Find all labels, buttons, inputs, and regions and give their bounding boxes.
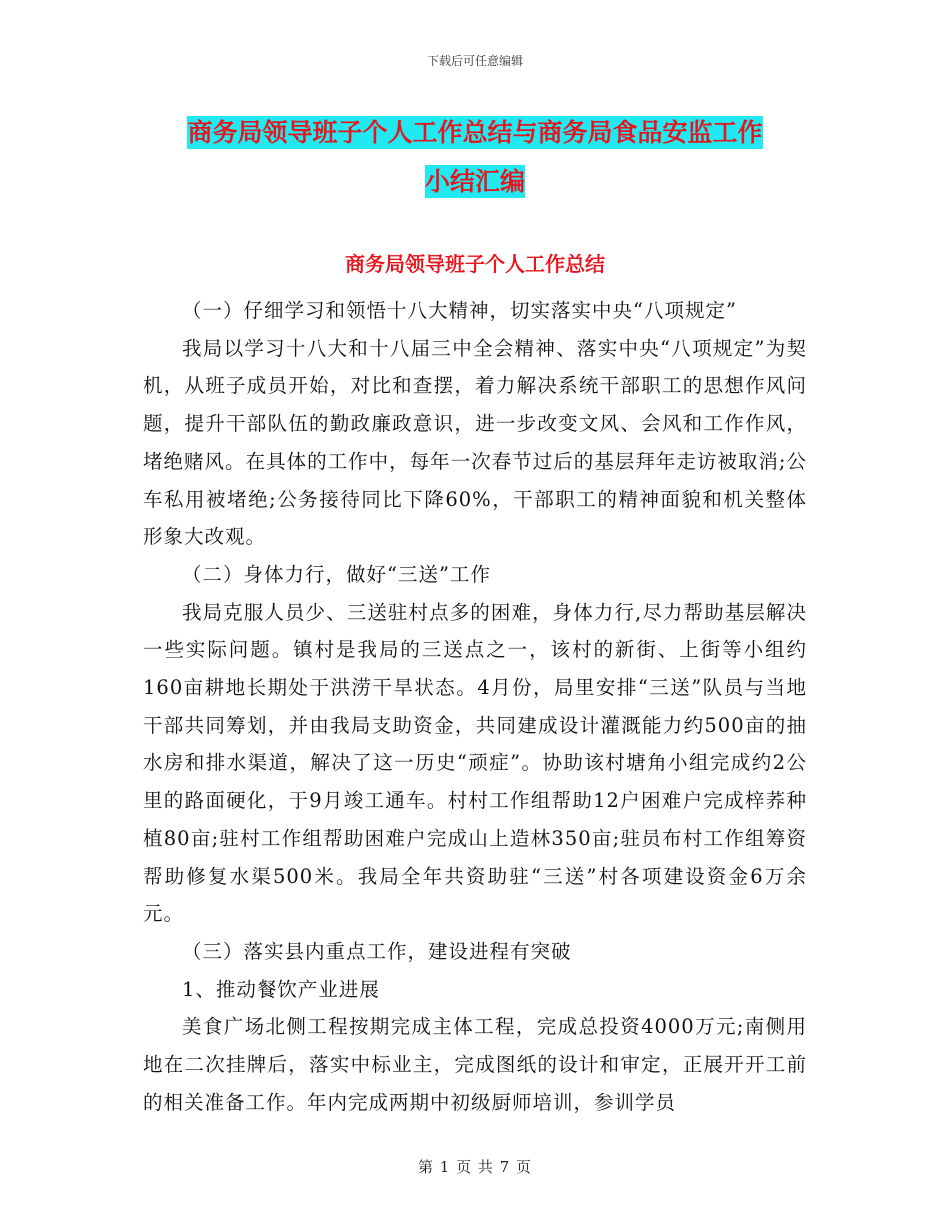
document-body [143,292,807,1121]
paragraph-heading-3: （三）落实县内重点工作，建设进程有突破 [182,939,572,963]
document-title [0,108,950,206]
paragraph: 美食广场北侧工程按期完成主体工程，完成总投资4000万元;南侧用地在二次挂牌后，落实中标业主，完成图纸的设计和审定，正展开开工前的相关准备工作。年内完成两期中初级厨师培训，参训学员 [143,1015,807,1114]
paragraph-subheading: 1、推动餐饮产业进展 [182,977,380,1001]
page-number: 第 1 页 共 7 页 [418,1158,532,1176]
header-note: 下载后可任意编辑 [426,54,523,68]
document-title-line2: 小结汇编 [424,167,525,196]
paragraph-heading-2: （二）身体力行，做好“三送”工作 [182,562,491,586]
paragraph: 我局以学习十八大和十八届三中全会精神、落实中央“八项规定”为契机，从班子成员开始，对比和查摆，着力解决系统干部职工的思想作风问题，提升干部队伍的勤政廉政意识，进一步改变文风、会风和工作作风，堵绝赌风。在具体的工作中，每年一次春节过后的基层拜年走访被取消;公车私用被堵绝;公务接待同比下降60%，干部职工的精神面貌和机关整体形象大改观。 [143,336,807,549]
document-title-line1: 商务局领导班子个人工作总结与商务局食品安监工作 [187,118,763,147]
section-title: 商务局领导班子个人工作总结 [345,252,605,276]
paragraph-heading-1: （一）仔细学习和领悟十八大精神，切实落实中央“八项规定” [182,299,737,322]
paragraph: 我局克服人员少、三送驻村点多的困难，身体力行,尽力帮助基层解决一些实际问题。镇村是我局的三送点之一，该村的新街、上街等小组约160亩耕地长期处于洪涝干旱状态。4月份，局里安排“三送”队员与当地干部共同筹划，并由我局支助资金，共同建成设计灌溉能力约500亩的抽水房和排水渠道，解决了这一历史“顽症”。协助该村塘角小组完成约2公里的路面硬化，于9月竣工通车。村村工作组帮助12户困难户完成梓荞种植80亩;驻村工作组帮助困难户完成山上造林350亩;驻员布村工作组筹资帮助修复水渠500米。我局全年共资助驻“三送”村各项建设资金6万余元。 [143,600,807,926]
